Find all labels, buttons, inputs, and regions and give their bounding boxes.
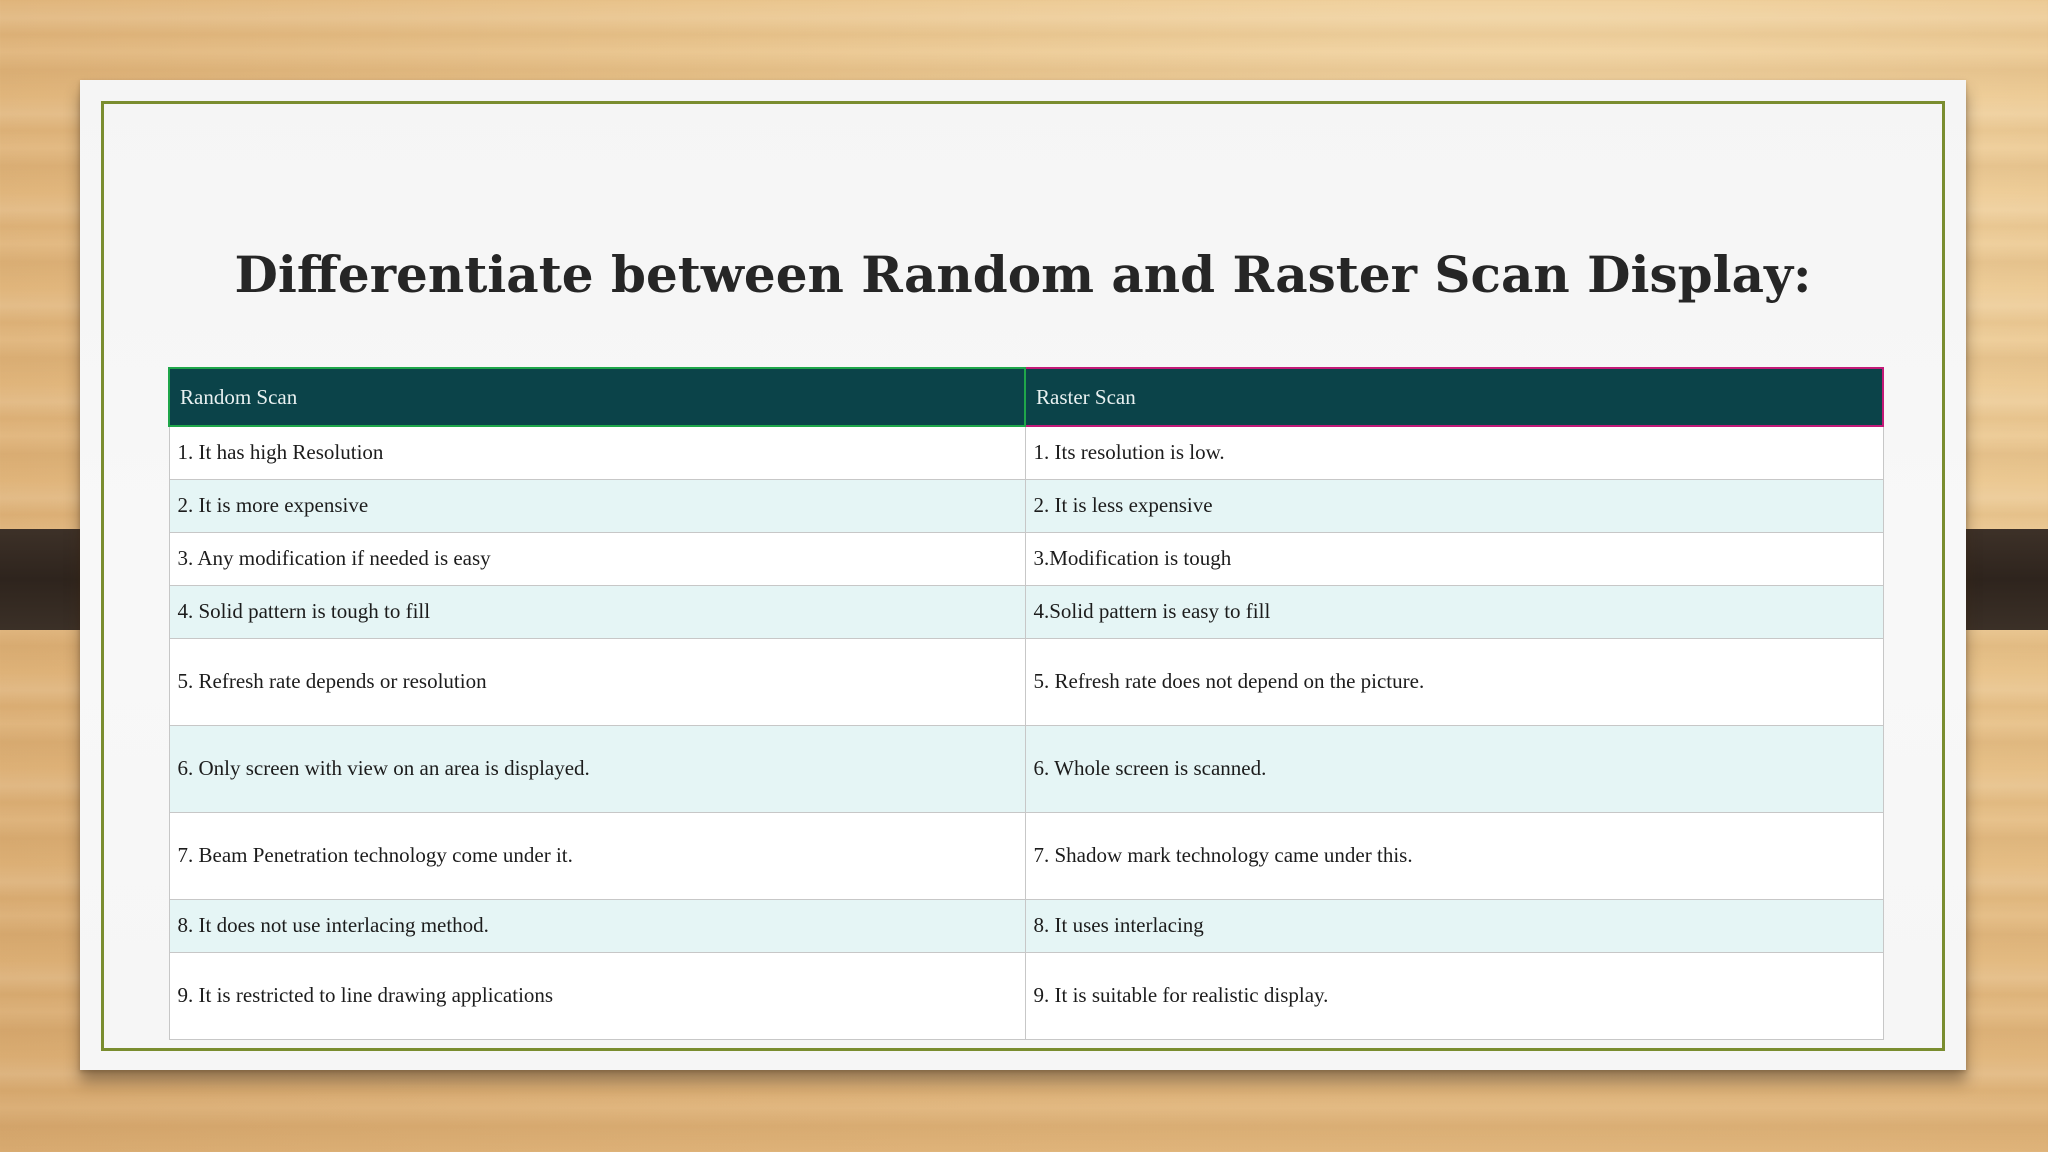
header-random-scan: Random Scan (169, 368, 1025, 426)
table-row (169, 638, 1883, 725)
raster-scan-cell: 1. Its resolution is low. (1025, 426, 1883, 479)
table-row (169, 479, 1883, 532)
table-row (169, 812, 1883, 899)
raster-scan-cell: 3.Modification is tough (1025, 532, 1883, 585)
random-scan-cell: 4. Solid pattern is tough to fill (169, 585, 1025, 638)
slide (80, 80, 1966, 1070)
raster-scan-cell: 5. Refresh rate does not depend on the picture. (1025, 638, 1883, 725)
table-row (169, 725, 1883, 812)
comparison-table (168, 367, 1884, 1040)
raster-scan-cell: 6. Whole screen is scanned. (1025, 725, 1883, 812)
random-scan-cell: 8. It does not use interlacing method. (169, 899, 1025, 952)
random-scan-cell: 9. It is restricted to line drawing applications (169, 952, 1025, 1039)
random-scan-cell: 7. Beam Penetration technology come under it. (169, 812, 1025, 899)
raster-scan-cell: 2. It is less expensive (1025, 479, 1883, 532)
header-raster-scan: Raster Scan (1025, 368, 1883, 426)
table-row (169, 585, 1883, 638)
table-row (169, 532, 1883, 585)
random-scan-cell: 1. It has high Resolution (169, 426, 1025, 479)
random-scan-cell: 6. Only screen with view on an area is displayed. (169, 725, 1025, 812)
table-header-row (169, 368, 1883, 426)
random-scan-cell: 2. It is more expensive (169, 479, 1025, 532)
slide-title: Differentiate between Random and Raster Scan Display: (234, 245, 1812, 304)
table-row (169, 426, 1883, 479)
random-scan-cell: 5. Refresh rate depends or resolution (169, 638, 1025, 725)
raster-scan-cell: 9. It is suitable for realistic display. (1025, 952, 1883, 1039)
raster-scan-cell: 8. It uses interlacing (1025, 899, 1883, 952)
raster-scan-cell: 7. Shadow mark technology came under this. (1025, 812, 1883, 899)
table-row (169, 899, 1883, 952)
random-scan-cell: 3. Any modification if needed is easy (169, 532, 1025, 585)
table-row (169, 952, 1883, 1039)
raster-scan-cell: 4.Solid pattern is easy to fill (1025, 585, 1883, 638)
